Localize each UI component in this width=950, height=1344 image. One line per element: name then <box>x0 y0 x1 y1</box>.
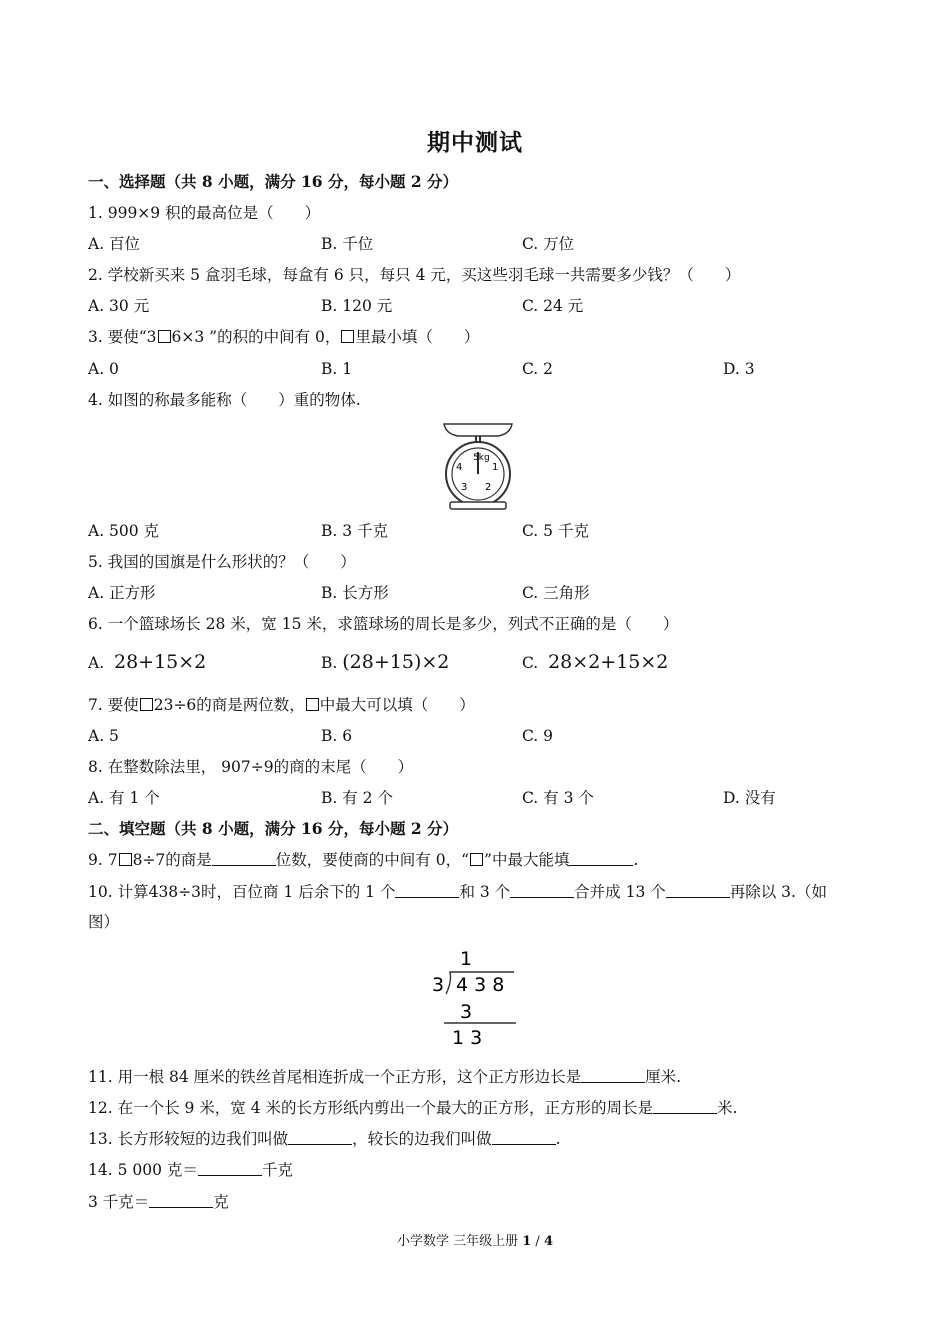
q2-option-a: A. 30 元 <box>88 297 150 315</box>
q3-option-b: B. 1 <box>321 360 353 378</box>
division-dividend: 4 3 8 <box>456 974 505 996</box>
q3-option-c: C. 2 <box>522 360 554 378</box>
q3-stem-part1: 3. 要使“3 <box>88 328 157 346</box>
q4-option-a: A. 500 克 <box>88 522 160 540</box>
q7-option-a: A. 5 <box>88 727 119 745</box>
q6-option-b-label: B. <box>321 654 338 672</box>
scale-label-1: 1 <box>492 462 499 473</box>
q12-part1: 12. 在一个长 9 米，宽 4 米的长方形纸内剪出一个最大的正方形，正方形的周长是 <box>88 1099 654 1117</box>
q2-option-c: C. 24 元 <box>522 297 584 315</box>
q5-option-a: A. 正方形 <box>88 584 156 602</box>
q12-part2: 米. <box>717 1099 738 1117</box>
blank-box-icon <box>158 330 171 343</box>
q6-option-a <box>88 652 206 673</box>
page-title: 期中测试 <box>427 129 523 156</box>
question-2: 2. 学校新买来 5 盒羽毛球，每盒有 6 只，每只 4 元，买这些羽毛球一共需要多少钱？（ ） <box>88 266 741 284</box>
q9-part2: 8÷7的商是 <box>132 851 212 869</box>
footer-course: 小学数学 三年级上册 <box>396 1234 523 1249</box>
q7-stem-part1: 7. 要使 <box>88 696 139 714</box>
q5-option-b: B. 长方形 <box>321 584 389 602</box>
division-quotient: 1 <box>460 948 473 970</box>
division-divisor: 3 <box>432 974 445 996</box>
q4-option-c: C. 5 千克 <box>522 522 589 540</box>
q11-part1: 11. 用一根 84 厘米的铁丝首尾相连折成一个正方形，这个正方形边长是 <box>88 1068 582 1086</box>
scale-label-4: 4 <box>456 462 463 473</box>
q14-part1: 14. 5 000 克＝ <box>88 1161 198 1179</box>
q13-part3: . <box>555 1130 561 1148</box>
q7-stem-part3: 中最大可以填（ ） <box>319 696 475 714</box>
answer-blank[interactable] <box>581 1068 645 1083</box>
q8-option-c: C. 有 3 个 <box>522 789 594 807</box>
question-9 <box>88 850 638 870</box>
q10-part2: 和 3 个 <box>459 883 511 901</box>
question-7 <box>88 695 475 715</box>
page-footer <box>0 1230 950 1249</box>
scale-label-3: 3 <box>461 482 468 493</box>
blank-box-icon <box>119 853 132 866</box>
q1-option-b: B. 千位 <box>321 235 374 253</box>
q6-option-a-label: A. <box>88 654 105 672</box>
q7-stem-part2: 23÷6的商是两位数， <box>153 696 305 714</box>
question-8: 8. 在整数除法里， 907÷9的商的末尾（ ） <box>88 758 414 776</box>
q11-part2: 厘米. <box>645 1068 682 1086</box>
q7-option-b: B. 6 <box>321 727 353 745</box>
q3-stem-part2: 6×3 ”的积的中间有 0， <box>171 328 341 346</box>
q1-option-c: C. 万位 <box>522 235 575 253</box>
q14-part2: 千克 <box>261 1161 293 1179</box>
q9-part3: 位数，要使商的中间有 0，“ <box>275 851 470 869</box>
answer-blank[interactable] <box>212 851 276 866</box>
blank-box-icon <box>140 698 153 711</box>
q6-option-c <box>522 652 668 673</box>
question-14 <box>88 1160 293 1180</box>
q8-option-d: D. 没有 <box>723 789 776 807</box>
q7-option-c: C. 9 <box>522 727 554 745</box>
q8-option-a: A. 有 1 个 <box>88 789 160 807</box>
q9-part4: ”中最大能填 <box>484 851 570 869</box>
q10-part3: 合并成 13 个 <box>574 883 666 901</box>
q6-option-b-expression: (28+15)×2 <box>342 651 450 673</box>
question-3 <box>88 327 479 347</box>
q13-part2: ，较长的边我们叫做 <box>352 1130 492 1148</box>
section-2-header: 二、填空题（共 8 小题，满分 16 分，每小题 2 分） <box>88 819 459 838</box>
blank-box-icon <box>341 330 354 343</box>
answer-blank[interactable] <box>288 1130 352 1145</box>
answer-blank[interactable] <box>569 851 633 866</box>
question-6: 6. 一个篮球场长 28 米，宽 15 米，求篮球场的周长是多少，列式不正确的是（ ） <box>88 615 679 633</box>
question-12 <box>88 1098 737 1118</box>
question-13 <box>88 1129 561 1149</box>
answer-blank[interactable] <box>666 883 730 898</box>
scale-illustration <box>436 418 520 512</box>
answer-blank[interactable] <box>198 1161 262 1176</box>
q14-part4: 克 <box>213 1193 229 1211</box>
q10-part1: 10. 计算438÷3时，百位商 1 后余下的 1 个 <box>88 883 396 901</box>
q6-option-b <box>321 652 449 673</box>
q3-option-d: D. 3 <box>723 360 755 378</box>
division-remainder: 1 3 <box>452 1027 483 1049</box>
scale-label-2: 2 <box>485 482 492 493</box>
q3-option-a: A. 0 <box>88 360 119 378</box>
q5-option-c: C. 三角形 <box>522 584 590 602</box>
footer-separator: / <box>531 1234 544 1249</box>
answer-blank[interactable] <box>395 883 459 898</box>
q4-option-b: B. 3 千克 <box>321 522 389 540</box>
q14-part3: 3 千克＝ <box>88 1193 150 1211</box>
blank-box-icon <box>306 698 319 711</box>
question-10 <box>88 882 827 902</box>
q9-part5: . <box>633 851 639 869</box>
q6-option-a-expression: 28+15×2 <box>113 651 207 673</box>
question-11 <box>88 1067 681 1087</box>
question-5: 5. 我国的国旗是什么形状的？（ ） <box>88 553 356 571</box>
blank-box-icon <box>470 853 483 866</box>
q3-stem-part3: 里最小填（ ） <box>355 328 480 346</box>
q9-part1: 9. 7 <box>88 851 118 869</box>
answer-blank[interactable] <box>492 1130 556 1145</box>
q10-part4: 再除以 3.（如 <box>729 883 827 901</box>
question-4: 4. 如图的称最多能称（ ）重的物体. <box>88 391 361 409</box>
section-1-header: 一、选择题（共 8 小题，满分 16 分，每小题 2 分） <box>88 172 459 191</box>
answer-blank[interactable] <box>653 1099 717 1114</box>
question-1: 1. 999×9 积的最高位是（ ） <box>88 204 321 222</box>
q13-part1: 13. 长方形较短的边我们叫做 <box>88 1130 289 1148</box>
q1-option-a: A. 百位 <box>88 235 141 253</box>
q6-option-c-label: C. <box>522 654 539 672</box>
q8-option-b: B. 有 2 个 <box>321 789 393 807</box>
q6-option-c-expression: 28×2+15×2 <box>548 651 669 673</box>
question-14-line2 <box>88 1192 229 1212</box>
answer-blank[interactable] <box>149 1193 213 1208</box>
question-10-continued: 图） <box>88 913 120 931</box>
division-subtrahend: 3 <box>460 1001 473 1023</box>
footer-page-total: 4 <box>543 1234 553 1249</box>
q2-option-b: B. 120 元 <box>321 297 393 315</box>
answer-blank[interactable] <box>510 883 574 898</box>
long-division-diagram <box>426 944 526 1050</box>
scale-label-5kg: 5kg <box>473 453 490 463</box>
footer-page-number: 1 <box>522 1234 532 1249</box>
